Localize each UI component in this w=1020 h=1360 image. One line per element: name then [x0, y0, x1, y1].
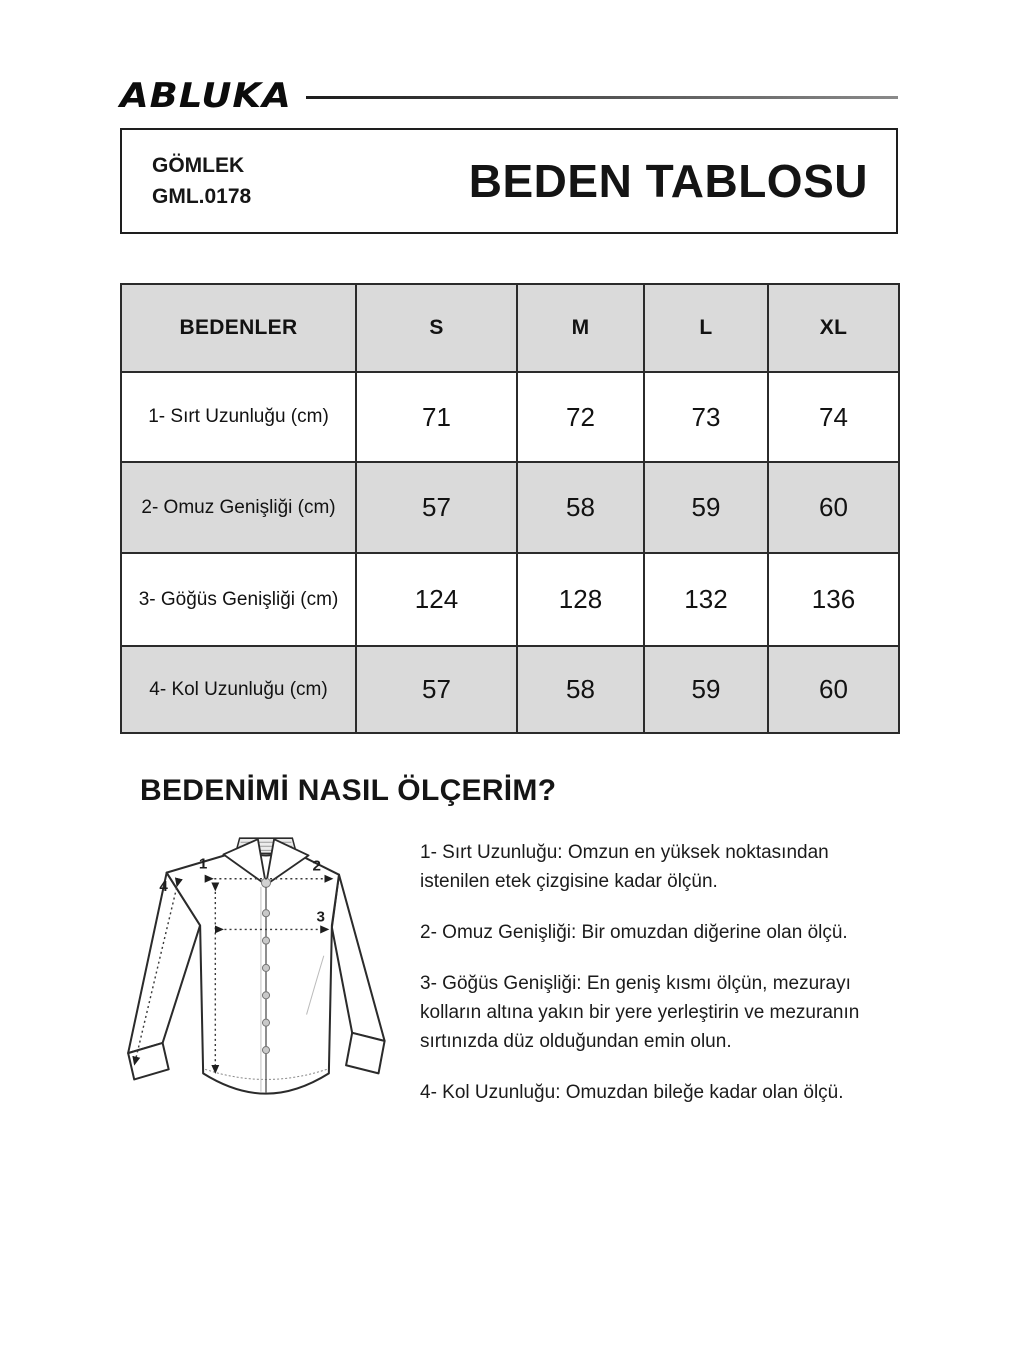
col-header-s: S [356, 284, 517, 372]
table-row [121, 553, 899, 646]
title-box [120, 128, 898, 234]
measure-heading: BEDENİMİ NASIL ÖLÇERİM? [140, 774, 557, 807]
shirt-measurement-diagram [118, 826, 414, 1118]
col-header-m: M [517, 284, 644, 372]
row-label: 2- Omuz Genişliği (cm) [121, 462, 356, 553]
table-cell: 71 [356, 372, 517, 462]
collar-button [261, 878, 270, 887]
table-cell: 58 [517, 462, 644, 553]
row-label: 4- Kol Uzunluğu (cm) [121, 646, 356, 733]
diagram-label-2: 2 [312, 857, 321, 875]
table-cell: 60 [768, 646, 899, 733]
col-header-xl: XL [768, 284, 899, 372]
diagram-label-4: 4 [159, 877, 168, 895]
shirt-right-cuff [346, 1033, 385, 1074]
table-cell: 60 [768, 462, 899, 553]
shirt-diagram-wrap [118, 826, 414, 1118]
table-cell: 57 [356, 646, 517, 733]
col-header-bedenler: BEDENLER [121, 284, 356, 372]
row-label: 1- Sırt Uzunluğu (cm) [121, 372, 356, 462]
table-row [121, 462, 899, 553]
table-row [121, 646, 899, 733]
diagram-label-3: 3 [316, 908, 325, 926]
table-cell: 136 [768, 553, 899, 646]
table-cell: 72 [517, 372, 644, 462]
table-cell: 73 [644, 372, 768, 462]
col-header-l: L [644, 284, 768, 372]
page-title: BEDEN TABLOSU [468, 155, 868, 207]
instruction-sleeve-length: 4- Kol Uzunluğu: Omuzdan bileğe kadar olan ölçü. [420, 1082, 844, 1103]
shirt-right-sleeve [332, 875, 385, 1041]
table-cell: 59 [644, 646, 768, 733]
product-meta [152, 150, 251, 212]
table-cell: 74 [768, 372, 899, 462]
product-type: GÖMLEK [152, 154, 245, 177]
table-cell: 124 [356, 553, 517, 646]
size-table [120, 283, 900, 734]
brand-logo: ABLUKA [120, 75, 292, 115]
instruction-chest-width: 3- Göğüs Genişliği: En geniş kısmı ölçün, mezurayı kolların altına yakın bir yere yerleştirin ve mezuranın sırtınızda düz olduğundan emin olun. [420, 973, 860, 1052]
brand-row [120, 76, 898, 114]
table-row [121, 372, 899, 462]
table-cell: 58 [517, 646, 644, 733]
measure-instructions [420, 838, 898, 1129]
table-cell: 57 [356, 462, 517, 553]
shirt-body [167, 850, 339, 1093]
table-cell: 128 [517, 553, 644, 646]
instruction-shoulder-width: 2- Omuz Genişliği: Bir omuzdan diğerine olan ölçü. [420, 922, 848, 943]
brand-divider-line [306, 96, 898, 99]
table-cell: 132 [644, 553, 768, 646]
row-label: 3- Göğüs Genişliği (cm) [121, 553, 356, 646]
instruction-back-length: 1- Sırt Uzunluğu: Omzun en yüksek noktasından istenilen etek çizgisine kadar ölçün. [420, 842, 829, 892]
table-cell: 59 [644, 462, 768, 553]
table-header-row [121, 284, 899, 372]
diagram-label-1: 1 [198, 855, 208, 873]
product-code: GML.0178 [152, 185, 252, 208]
